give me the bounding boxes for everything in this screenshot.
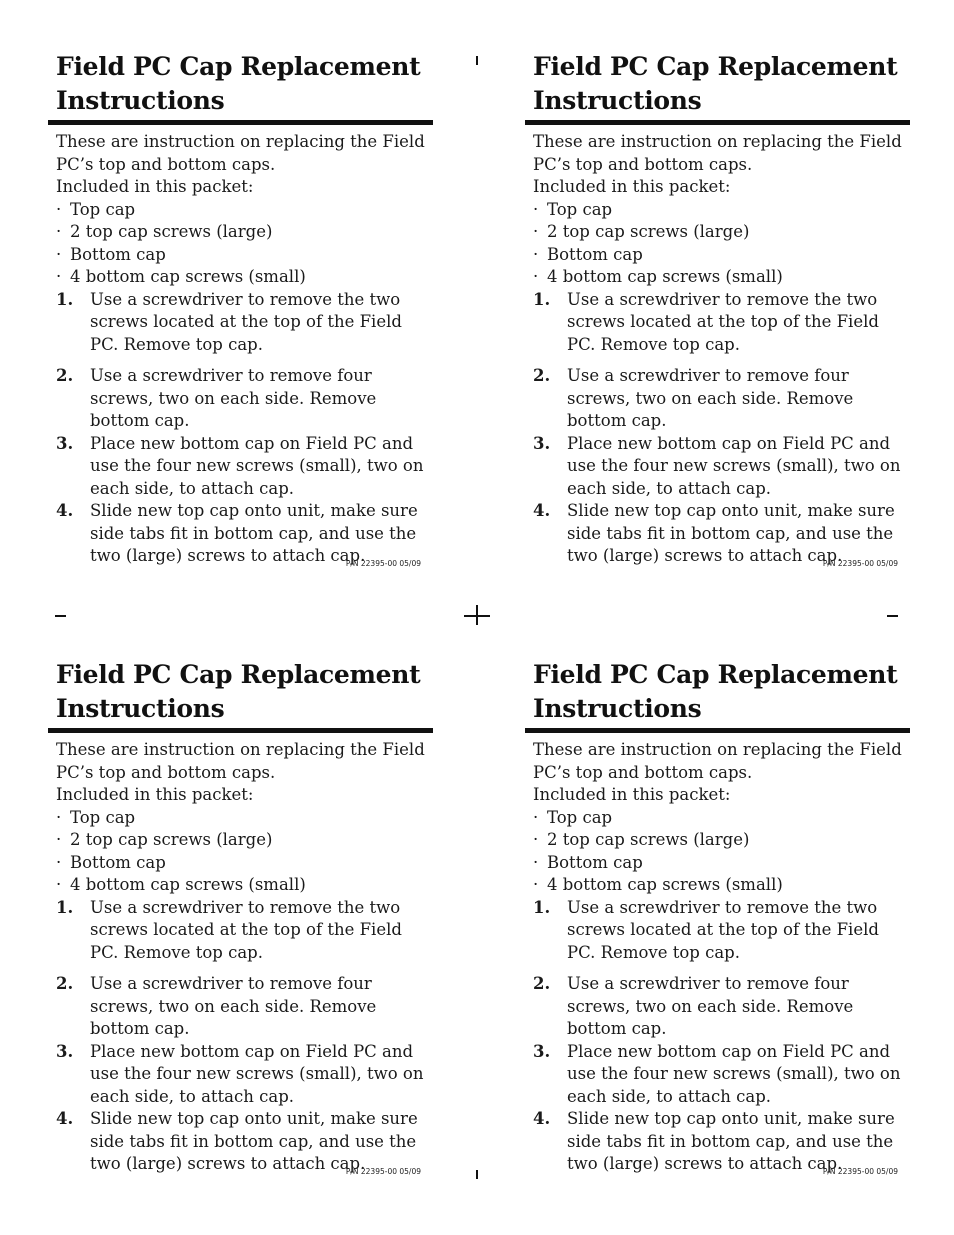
bullet-icon: · <box>533 830 539 849</box>
step-number: 1. <box>56 897 74 917</box>
crop-mark <box>476 605 478 625</box>
step-item <box>56 1041 433 1109</box>
intro-text <box>533 131 910 199</box>
step-item <box>56 973 433 1041</box>
bullet-icon: · <box>56 830 62 849</box>
list-item: · Top cap <box>56 199 433 222</box>
step-text: Slide new top cap onto unit, make sure side tabs fit in bottom cap, and use the two (large) screws to attach cap. <box>567 1109 895 1173</box>
step-number: 1. <box>533 289 551 309</box>
step-text: Place new bottom cap on Field PC and use the four new screws (small), two on each side, to attach cap. <box>90 1041 424 1106</box>
step-text: Place new bottom cap on Field PC and use the four new screws (small), two on each side, to attach cap. <box>567 433 901 498</box>
bullet-icon: · <box>56 244 62 264</box>
bullet-icon: · <box>533 222 539 241</box>
bullet-icon: · <box>56 222 62 241</box>
card-title: Field PC Cap Replacement Instructions <box>533 52 898 115</box>
step-text: Use a screwdriver to remove the two screws located at the top of the Field PC. Remove top cap. <box>90 289 402 354</box>
step-text: Slide new top cap onto unit, make sure side tabs fit in bottom cap, and use the two (large) screws to attach cap. <box>567 501 895 565</box>
packet-list <box>56 199 433 289</box>
list-item: · Bottom cap <box>56 852 433 875</box>
part-number: P/N 22395-00 05/09 <box>345 1167 421 1176</box>
intro-text <box>56 131 433 199</box>
packet-heading: Included in this packet: <box>533 785 731 804</box>
packet-list <box>56 807 433 897</box>
list-item: · 4 bottom cap screws (small) <box>533 874 910 897</box>
bullet-icon: · <box>533 807 539 827</box>
list-item: · 4 bottom cap screws (small) <box>533 266 910 289</box>
steps-list <box>533 897 910 1176</box>
packet-list <box>533 199 910 289</box>
step-number: 2. <box>56 974 74 993</box>
intro-line: PC’s top and bottom caps. <box>56 154 276 174</box>
steps-list <box>56 897 433 1176</box>
step-number: 2. <box>533 974 551 993</box>
step-number: 2. <box>56 366 74 385</box>
intro-line: PC’s top and bottom caps. <box>533 762 753 782</box>
intro-line: These are instruction on replacing the Field <box>533 132 902 151</box>
list-item: · Top cap <box>533 807 910 830</box>
intro-text <box>533 739 910 807</box>
step-text: Use a screwdriver to remove four screws, two on each side. Remove bottom cap. <box>567 366 854 430</box>
step-item <box>56 500 433 568</box>
step-number: 3. <box>533 433 551 453</box>
crop-mark <box>887 615 898 617</box>
step-item <box>56 1108 433 1176</box>
step-item <box>533 897 910 965</box>
list-item: · 2 top cap screws (large) <box>533 221 910 244</box>
steps-list <box>56 289 433 568</box>
card-body <box>525 125 910 568</box>
list-item: · 2 top cap screws (large) <box>56 221 433 244</box>
step-text: Slide new top cap onto unit, make sure side tabs fit in bottom cap, and use the two (large) screws to attach cap. <box>90 1109 418 1173</box>
bullet-icon: · <box>56 875 62 894</box>
list-item: · 2 top cap screws (large) <box>533 829 910 852</box>
step-text: Place new bottom cap on Field PC and use the four new screws (small), two on each side, to attach cap. <box>567 1041 901 1106</box>
step-item <box>56 289 433 357</box>
crop-mark <box>55 615 66 617</box>
bullet-icon: · <box>56 199 62 219</box>
step-text: Place new bottom cap on Field PC and use the four new screws (small), two on each side, to attach cap. <box>90 433 424 498</box>
bullet-icon: · <box>533 267 539 286</box>
part-number: P/N 22395-00 05/09 <box>345 559 421 568</box>
step-item <box>533 1041 910 1109</box>
card-title: Field PC Cap Replacement Instructions <box>56 660 421 723</box>
bullet-icon: · <box>533 244 539 264</box>
intro-line: These are instruction on replacing the Field <box>533 740 902 759</box>
intro-text <box>56 739 433 807</box>
step-text: Use a screwdriver to remove the two screws located at the top of the Field PC. Remove top cap. <box>567 289 879 354</box>
step-number: 1. <box>533 897 551 917</box>
card-title: Field PC Cap Replacement Instructions <box>533 660 898 723</box>
card-title: Field PC Cap Replacement Instructions <box>56 52 421 115</box>
list-item: · 4 bottom cap screws (small) <box>56 874 433 897</box>
step-item <box>56 433 433 501</box>
step-item <box>533 500 910 568</box>
step-text: Slide new top cap onto unit, make sure side tabs fit in bottom cap, and use the two (large) screws to attach cap. <box>90 501 418 565</box>
step-item <box>533 1108 910 1176</box>
step-text: Use a screwdriver to remove four screws, two on each side. Remove bottom cap. <box>90 974 377 1038</box>
list-item: · Bottom cap <box>56 244 433 267</box>
list-item: · Bottom cap <box>533 852 910 875</box>
step-text: Use a screwdriver to remove the two screws located at the top of the Field PC. Remove top cap. <box>567 897 879 962</box>
part-number: P/N 22395-00 05/09 <box>822 559 898 568</box>
steps-list <box>533 289 910 568</box>
bullet-icon: · <box>56 852 62 872</box>
bullet-icon: · <box>533 875 539 894</box>
card-body <box>48 125 433 568</box>
bullet-icon: · <box>56 267 62 286</box>
step-number: 4. <box>533 1109 551 1128</box>
instruction-card <box>48 658 433 1176</box>
step-number: 1. <box>56 289 74 309</box>
crop-mark <box>476 1170 478 1179</box>
step-item <box>533 973 910 1041</box>
step-number: 3. <box>56 433 74 453</box>
list-item: · 2 top cap screws (large) <box>56 829 433 852</box>
step-number: 3. <box>533 1041 551 1061</box>
instruction-card <box>48 50 433 568</box>
step-text: Use a screwdriver to remove four screws, two on each side. Remove bottom cap. <box>567 974 854 1038</box>
step-number: 2. <box>533 366 551 385</box>
list-item: · Top cap <box>56 807 433 830</box>
crop-mark <box>476 56 478 65</box>
packet-heading: Included in this packet: <box>533 177 731 196</box>
step-item <box>56 365 433 433</box>
step-text: Use a screwdriver to remove four screws, two on each side. Remove bottom cap. <box>90 366 377 430</box>
intro-line: These are instruction on replacing the Field <box>56 740 425 759</box>
bullet-icon: · <box>533 852 539 872</box>
intro-line: These are instruction on replacing the Field <box>56 132 425 151</box>
card-body <box>525 733 910 1176</box>
step-item <box>533 289 910 357</box>
list-item: · Top cap <box>533 199 910 222</box>
part-number: P/N 22395-00 05/09 <box>822 1167 898 1176</box>
intro-line: PC’s top and bottom caps. <box>533 154 753 174</box>
instruction-card <box>525 50 910 568</box>
step-number: 3. <box>56 1041 74 1061</box>
step-item <box>533 365 910 433</box>
packet-heading: Included in this packet: <box>56 177 254 196</box>
instruction-card <box>525 658 910 1176</box>
step-number: 4. <box>56 501 74 520</box>
bullet-icon: · <box>56 807 62 827</box>
card-body <box>48 733 433 1176</box>
list-item: · Bottom cap <box>533 244 910 267</box>
intro-line: PC’s top and bottom caps. <box>56 762 276 782</box>
list-item: · 4 bottom cap screws (small) <box>56 266 433 289</box>
step-number: 4. <box>56 1109 74 1128</box>
bullet-icon: · <box>533 199 539 219</box>
step-item <box>533 433 910 501</box>
packet-heading: Included in this packet: <box>56 785 254 804</box>
packet-list <box>533 807 910 897</box>
step-text: Use a screwdriver to remove the two screws located at the top of the Field PC. Remove top cap. <box>90 897 402 962</box>
step-item <box>56 897 433 965</box>
step-number: 4. <box>533 501 551 520</box>
